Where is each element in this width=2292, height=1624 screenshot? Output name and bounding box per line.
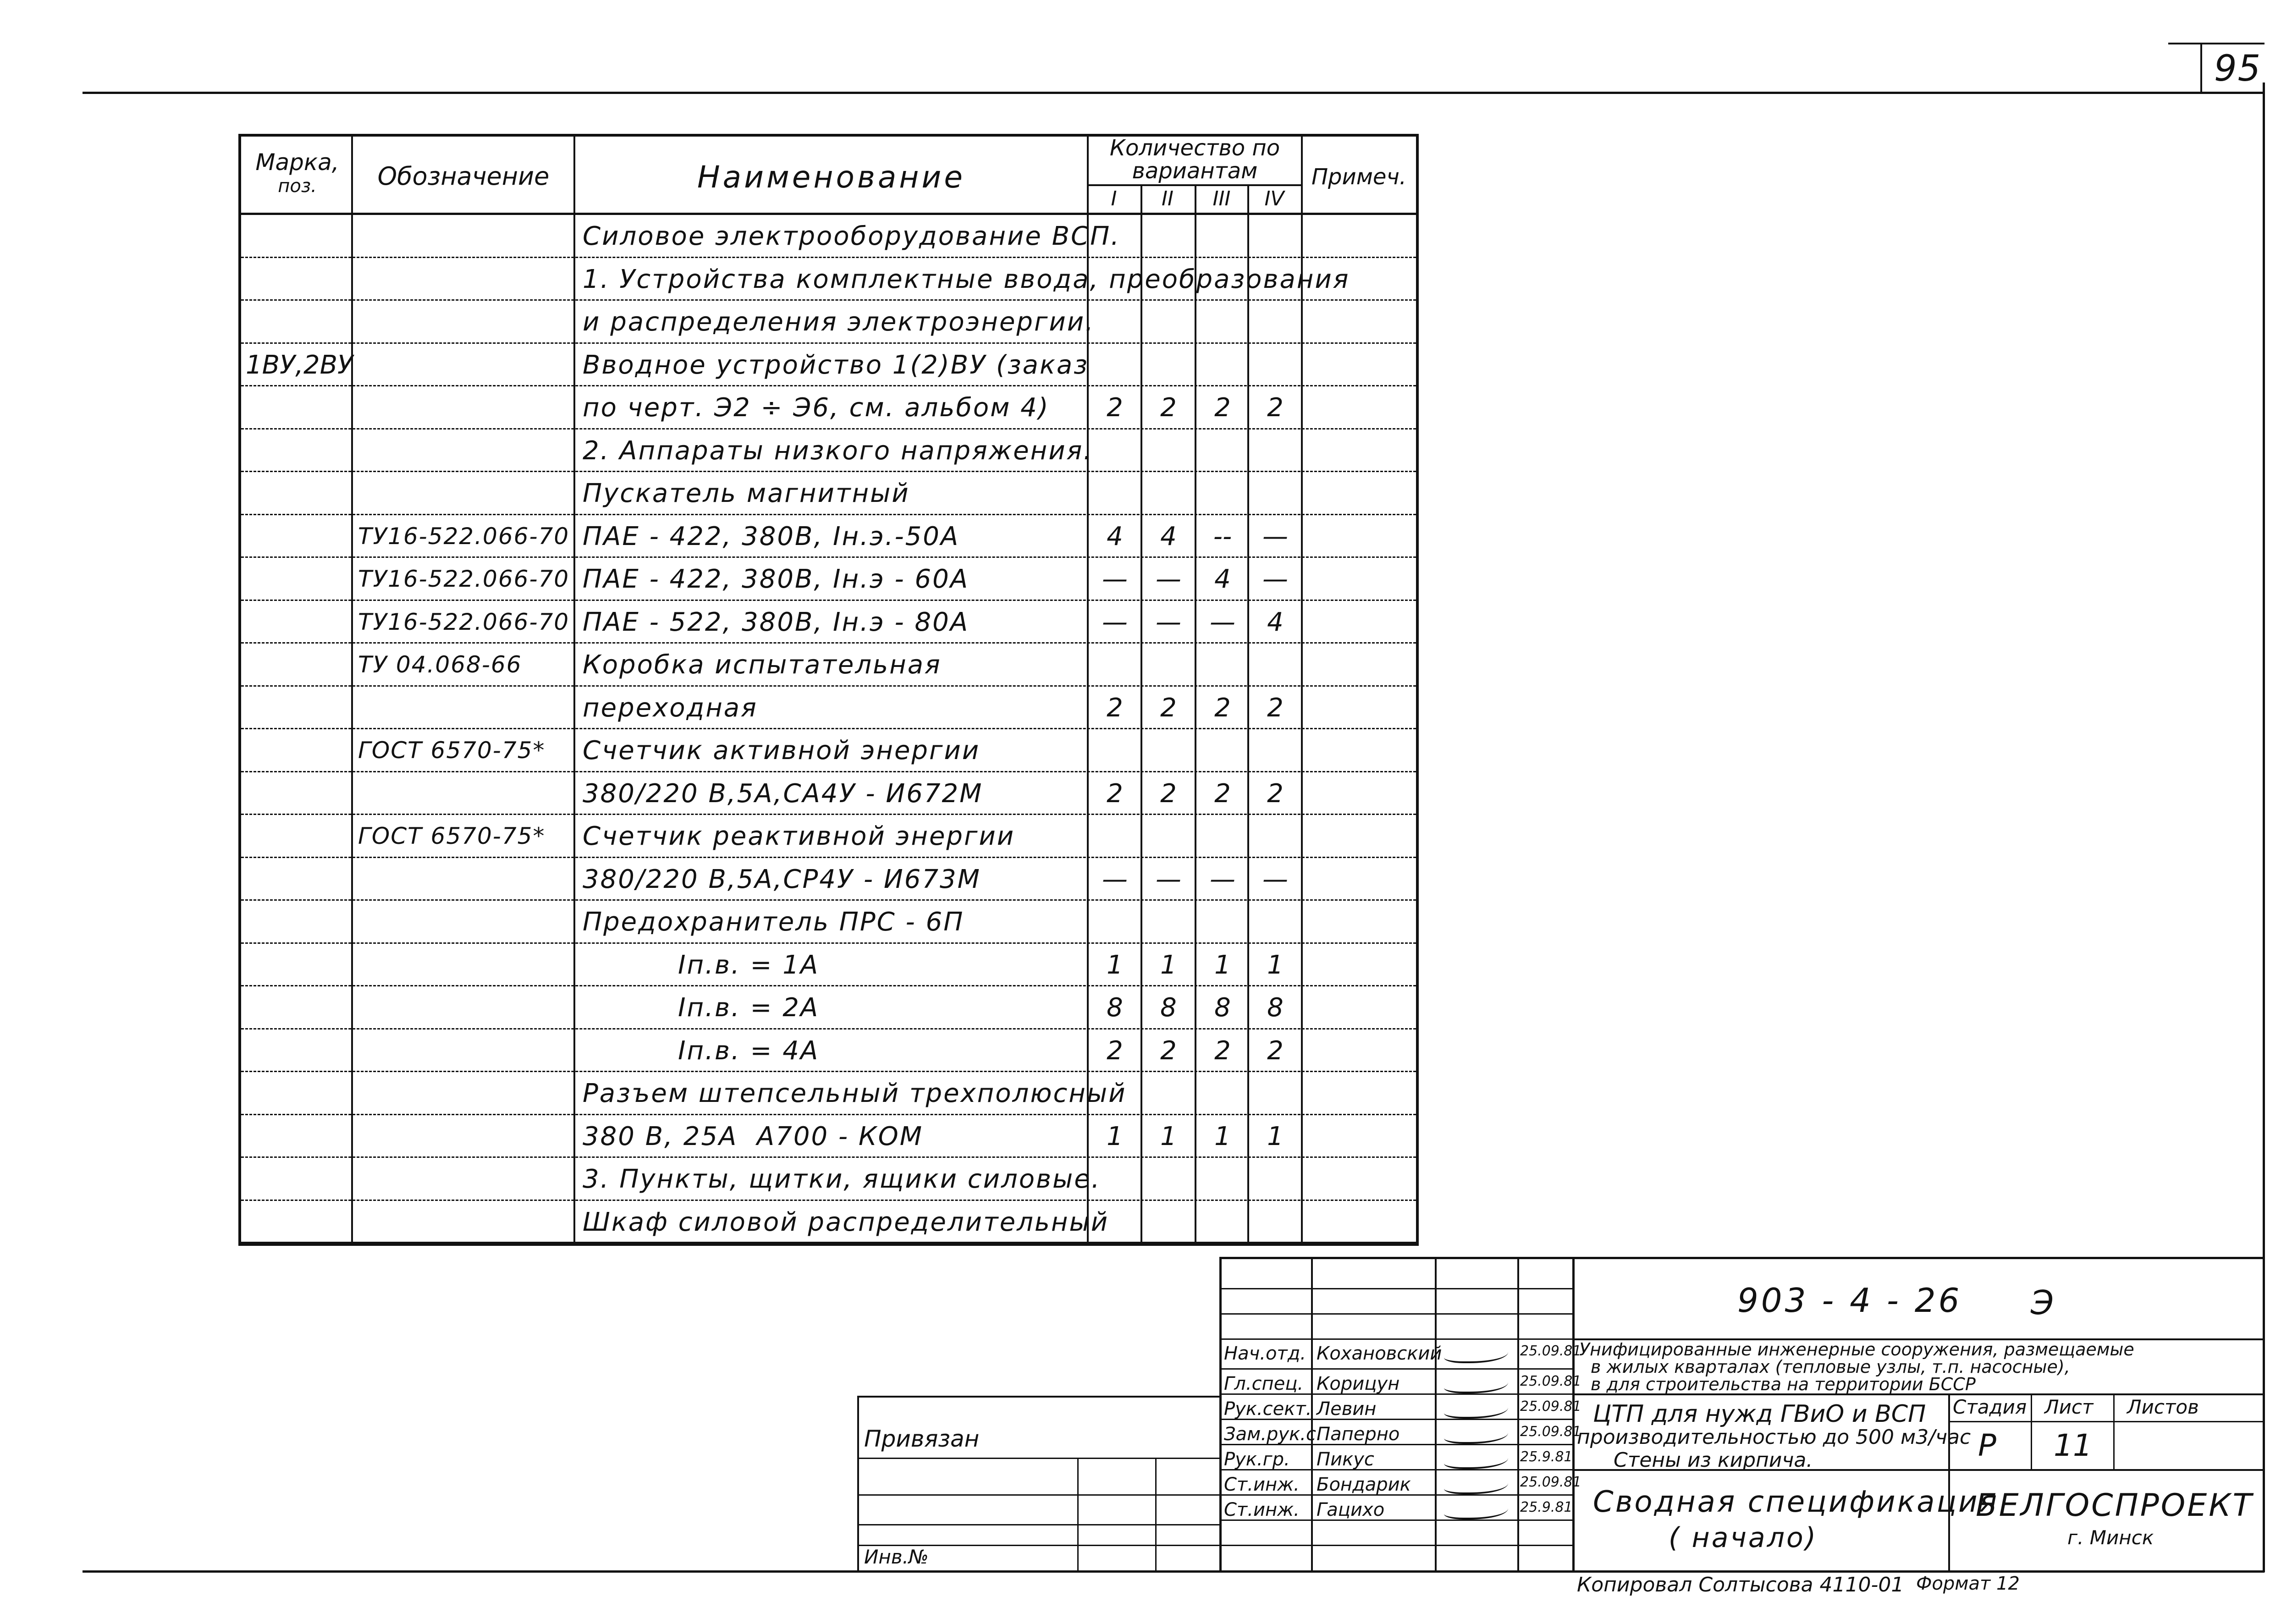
header-quantity: [1088, 137, 1301, 182]
row-qty-4: [1250, 258, 1301, 301]
row-qty-4: [1250, 344, 1301, 386]
row-qty-1: 1: [1107, 950, 1123, 980]
doc-code: 903 - 4 - 26: [1737, 1281, 1962, 1320]
row-qty-4: —: [1262, 864, 1288, 894]
row-qty-3: 4: [1214, 564, 1231, 594]
row-qty-2: [1143, 729, 1194, 772]
row-qty-4: [1250, 1072, 1301, 1115]
row-qty-4: [1250, 215, 1301, 258]
row-name: Счетчик активной энергии: [583, 736, 981, 765]
tb-hline: [1219, 1313, 1572, 1315]
object-title-1: ЦТП для нужд ГВиО и ВСП: [1593, 1400, 1926, 1428]
project-desc-3: в для строительства на территории БССР: [1591, 1374, 1976, 1394]
row-name: 380 В, 25А А700 - КОМ: [583, 1121, 924, 1151]
row-name: Шкаф силовой распределительный: [583, 1207, 1109, 1237]
row-qty-4: —: [1262, 564, 1288, 594]
row-qty-4: [1250, 472, 1301, 515]
header-variant-3: III: [1212, 187, 1231, 210]
row-name: 2. Аппараты низкого напряжения.: [583, 435, 1093, 466]
row-qty-4: 8: [1267, 993, 1284, 1023]
row-qty-1: 2: [1107, 1035, 1123, 1066]
table-row: [241, 858, 1416, 901]
row-qty-2: [1143, 1201, 1194, 1244]
sheet-label: Лист: [2044, 1396, 2094, 1418]
row-qty-2: 8: [1160, 993, 1177, 1023]
sheets-label: Листов: [2127, 1396, 2199, 1418]
row-name: 1. Устройства комплектные ввода, преобразования: [583, 264, 1350, 294]
signer-name: Пикус: [1317, 1449, 1374, 1470]
tb-sheet-sep: [2113, 1393, 2115, 1469]
privyazan-label: Привязан: [864, 1426, 980, 1452]
row-qty-3: [1197, 344, 1248, 386]
signer-date: 25.09.81: [1520, 1398, 1581, 1415]
row-qty-3: --: [1213, 521, 1232, 551]
row-qty-4: 2: [1267, 1035, 1284, 1066]
copied-by: Копировал Солтысова 4110-01: [1577, 1573, 1904, 1596]
priv-h: [857, 1524, 1222, 1525]
row-qty-3: 2: [1214, 393, 1231, 423]
sheet-title-2: ( начало): [1669, 1522, 1818, 1554]
tb-hline: [1219, 1545, 1572, 1546]
row-qty-3: [1197, 901, 1248, 943]
signer-role: Гл.спец.: [1224, 1373, 1304, 1394]
organization-city: г. Минск: [2067, 1526, 2154, 1549]
row-qty-4: [1250, 429, 1301, 472]
specification-table: [238, 134, 1419, 1246]
row-qty-2: 2: [1160, 778, 1177, 809]
row-name: ПАЕ - 522, 380В, Iн.э - 80А: [583, 607, 970, 637]
signer-role: Зам.рук.с.: [1224, 1424, 1322, 1445]
table-row: [241, 515, 1416, 558]
row-designation: ГОСТ 6570-75*: [358, 737, 545, 764]
table-row: [241, 601, 1416, 644]
row-qty-2: [1143, 1158, 1194, 1200]
row-name: Силовое электрооборудование ВСП.: [583, 221, 1121, 251]
row-qty-3: [1197, 644, 1248, 686]
row-name: Пускатель магнитный: [583, 479, 910, 508]
header-designation: Обозначение: [377, 162, 550, 191]
row-name: ПАЕ - 422, 380В, Iн.э.-50А: [583, 521, 960, 551]
row-qty-2: [1143, 644, 1194, 686]
row-name: 380/220 В,5А,СА4У - И672М: [583, 778, 983, 809]
header-variant-4: IV: [1264, 187, 1284, 210]
row-qty-3: [1197, 472, 1248, 515]
row-qty-3: —: [1210, 864, 1235, 894]
signer-name: Паперно: [1317, 1424, 1400, 1445]
row-qty-2: [1143, 258, 1194, 301]
signature-scribble: [1444, 1400, 1508, 1419]
row-qty-1: 2: [1107, 393, 1123, 423]
top-border: [83, 92, 2264, 94]
row-designation: ТУ16-522.066-70: [358, 608, 570, 635]
page-number: 95: [2214, 48, 2262, 89]
page-number-box-top: [2168, 43, 2264, 44]
signer-name: Гацихо: [1317, 1499, 1385, 1520]
signer-role: Ст.инж.: [1224, 1474, 1300, 1495]
header-note: Примеч.: [1311, 164, 1407, 190]
row-qty-1: [1089, 429, 1140, 472]
row-name: и распределения электроэнергии.: [583, 307, 1095, 337]
row-qty-1: 4: [1107, 521, 1123, 551]
table-row: [241, 687, 1416, 730]
tb-org-col: [1948, 1469, 1950, 1572]
row-qty-3: 2: [1214, 1035, 1231, 1066]
row-designation: ТУ 04.068-66: [358, 651, 522, 678]
row-qty-3: 8: [1214, 993, 1231, 1023]
signer-date: 25.9.81: [1520, 1499, 1573, 1515]
row-qty-3: [1197, 1072, 1248, 1115]
row-qty-2: [1143, 215, 1194, 258]
signer-date: 25.09.81: [1520, 1474, 1581, 1490]
row-name: 3. Пункты, щитки, ящики силовые.: [583, 1164, 1101, 1194]
row-qty-2: [1143, 301, 1194, 343]
row-qty-1: —: [1102, 564, 1128, 594]
table-row: [241, 1201, 1416, 1244]
sheet-value: 11: [2054, 1428, 2092, 1463]
quantity-sub-line: [1087, 184, 1302, 186]
row-qty-1: [1089, 472, 1140, 515]
row-qty-1: 2: [1107, 778, 1123, 809]
row-qty-3: [1197, 815, 1248, 858]
row-qty-4: 2: [1267, 693, 1284, 723]
project-desc-1: Унифицированные инженерные сооружения, размещаемые: [1579, 1339, 2134, 1360]
row-qty-4: [1250, 644, 1301, 686]
row-qty-4: —: [1262, 521, 1288, 551]
table-row: [241, 429, 1416, 473]
table-row: [241, 1072, 1416, 1115]
row-qty-4: 1: [1267, 950, 1284, 980]
bottom-border: [83, 1570, 2264, 1573]
row-qty-1: [1089, 1158, 1140, 1200]
row-qty-1: 8: [1107, 993, 1123, 1023]
row-qty-3: [1197, 301, 1248, 343]
row-qty-2: [1143, 472, 1194, 515]
row-qty-1: —: [1102, 864, 1128, 894]
row-name: Вводное устройство 1(2)ВУ (заказ: [583, 350, 1089, 380]
row-qty-1: [1089, 815, 1140, 858]
header-name: Наименование: [697, 160, 965, 195]
signer-date: 25.09.81: [1520, 1424, 1581, 1440]
row-name: Счетчик реактивной энергии: [583, 821, 1015, 851]
row-name: переходная: [583, 693, 758, 723]
tb-stage-sep: [2031, 1393, 2032, 1469]
sheet-title-1: Сводная спецификация: [1593, 1485, 1999, 1519]
row-qty-3: [1197, 1158, 1248, 1200]
signer-name: Левин: [1317, 1398, 1377, 1420]
row-qty-4: [1250, 729, 1301, 772]
row-qty-1: [1089, 215, 1140, 258]
row-qty-2: 2: [1160, 693, 1177, 723]
tb-rline: [1948, 1421, 2264, 1422]
row-name: ПАЕ - 422, 380В, Iн.э - 60А: [583, 564, 970, 594]
header-variant-2: II: [1162, 187, 1174, 210]
signer-role: Ст.инж.: [1224, 1499, 1300, 1520]
table-row: [241, 215, 1416, 258]
priv-h: [857, 1458, 1222, 1459]
row-qty-3: [1197, 215, 1248, 258]
row-qty-4: [1250, 901, 1301, 943]
row-qty-3: 1: [1214, 1121, 1231, 1151]
table-row: [241, 301, 1416, 344]
row-qty-1: 1: [1107, 1121, 1123, 1151]
signer-name: Бондарик: [1317, 1474, 1411, 1495]
table-row: [241, 558, 1416, 601]
row-name: Iп.в. = 2А: [583, 993, 820, 1023]
row-qty-3: [1197, 429, 1248, 472]
table-row: [241, 901, 1416, 944]
table-row: [241, 815, 1416, 858]
signature-scribble: [1444, 1345, 1508, 1363]
row-qty-3: 1: [1214, 950, 1231, 980]
tb-hline: [1219, 1368, 1572, 1370]
row-qty-1: —: [1102, 607, 1128, 637]
row-designation: ТУ16-522.066-70: [358, 566, 570, 592]
header-mark: [246, 150, 349, 198]
row-qty-1: 2: [1107, 693, 1123, 723]
header-mark-line2: поз.: [278, 176, 317, 197]
signature-scribble: [1444, 1451, 1508, 1469]
row-separator: [241, 1242, 1416, 1244]
table-row: [241, 344, 1416, 387]
row-qty-1: [1089, 729, 1140, 772]
row-name: 380/220 В,5А,СР4У - И673М: [583, 864, 981, 894]
row-qty-2: 2: [1160, 1035, 1177, 1066]
tb-hline: [1219, 1338, 1572, 1340]
row-name: Разъем штепсельный трехполюсный: [583, 1079, 1127, 1108]
tb-main-col: [1572, 1257, 1575, 1572]
row-qty-2: [1143, 901, 1194, 943]
table-row: [241, 729, 1416, 772]
row-qty-3: 2: [1214, 778, 1231, 809]
signature-scribble: [1444, 1476, 1508, 1494]
signature-scribble: [1444, 1375, 1508, 1393]
table-row: [241, 644, 1416, 687]
signature-scribble: [1444, 1426, 1508, 1444]
row-qty-2: [1143, 344, 1194, 386]
row-qty-3: [1197, 729, 1248, 772]
right-border: [2263, 83, 2265, 1572]
tb-top: [1219, 1257, 2264, 1259]
row-qty-1: [1089, 301, 1140, 343]
row-qty-1: [1089, 901, 1140, 943]
object-title-3: Стены из кирпича.: [1614, 1448, 1813, 1472]
row-qty-2: 1: [1160, 950, 1177, 980]
row-qty-1: [1089, 1201, 1140, 1244]
row-qty-2: —: [1156, 564, 1181, 594]
priv-v: [1077, 1458, 1079, 1572]
signer-date: 25.09.81: [1520, 1343, 1581, 1359]
priv-top: [857, 1396, 1222, 1398]
tb-date-col: [1517, 1257, 1519, 1572]
priv-h: [857, 1494, 1222, 1496]
signature-scribble: [1444, 1501, 1508, 1519]
object-title-2: производительностью до 500 м3/час: [1577, 1426, 1971, 1449]
signer-name: Корицун: [1317, 1373, 1400, 1394]
signer-role: Нач.отд.: [1224, 1343, 1306, 1364]
stage-value: Р: [1978, 1428, 1996, 1463]
row-qty-4: 2: [1267, 393, 1284, 423]
signer-role: Рук.сект.: [1224, 1398, 1312, 1420]
row-qty-4: 2: [1267, 778, 1284, 809]
row-qty-3: 2: [1214, 693, 1231, 723]
row-designation: ТУ16-522.066-70: [358, 523, 570, 550]
row-qty-2: [1143, 1072, 1194, 1115]
signer-name: Кохановский: [1317, 1343, 1442, 1364]
signer-role: Рук.гр.: [1224, 1449, 1290, 1470]
table-row: [241, 772, 1416, 815]
row-qty-2: —: [1156, 607, 1181, 637]
row-qty-3: [1197, 258, 1248, 301]
priv-v: [1155, 1458, 1157, 1572]
row-qty-3: —: [1210, 607, 1235, 637]
row-qty-1: [1089, 644, 1140, 686]
row-name: Коробка испытательная: [583, 650, 942, 680]
table-row: [241, 386, 1416, 429]
section-code: Э: [2031, 1283, 2054, 1322]
tb-hline: [1219, 1288, 1572, 1289]
project-desc-2: в жилых кварталах (тепловые узлы, т.п. насосные),: [1591, 1357, 2070, 1377]
inv-no-label: Инв.№: [864, 1546, 929, 1568]
row-qty-1: [1089, 258, 1140, 301]
signer-date: 25.9.81: [1520, 1449, 1573, 1465]
row-mark: 1ВУ,2ВУ: [246, 350, 353, 380]
row-qty-4: 1: [1267, 1121, 1284, 1151]
table-row: [241, 472, 1416, 515]
organization-name: БЕЛГОСПРОЕКТ: [1976, 1487, 2254, 1524]
table-row: [241, 1029, 1416, 1073]
row-qty-4: [1250, 815, 1301, 858]
row-qty-2: —: [1156, 864, 1181, 894]
signer-date: 25.09.81: [1520, 1373, 1581, 1389]
table-row: [241, 986, 1416, 1029]
row-qty-4: [1250, 1201, 1301, 1244]
header-quantity-line2: вариантам: [1132, 158, 1258, 184]
row-qty-3: [1197, 1201, 1248, 1244]
row-name: по черт. Э2 ÷ Э6, см. альбом 4): [583, 393, 1050, 423]
row-name: Iп.в. = 1А: [583, 950, 820, 980]
row-qty-1: [1089, 344, 1140, 386]
row-qty-4: [1250, 1158, 1301, 1200]
row-designation: ГОСТ 6570-75*: [358, 823, 545, 849]
table-row: [241, 258, 1416, 301]
table-row: [241, 1115, 1416, 1158]
page-number-box-left: [2200, 44, 2202, 93]
row-qty-2: [1143, 429, 1194, 472]
table-row: [241, 944, 1416, 987]
header-mark-line1: Марка,: [255, 149, 339, 176]
tb-sign-col: [1435, 1257, 1437, 1572]
stage-label: Стадия: [1953, 1396, 2027, 1418]
row-qty-2: 1: [1160, 1121, 1177, 1151]
row-qty-2: 4: [1160, 521, 1177, 551]
row-qty-4: 4: [1267, 607, 1284, 637]
row-name: Предохранитель ПРС - 6П: [583, 907, 964, 937]
row-qty-2: [1143, 815, 1194, 858]
row-name: Iп.в. = 4А: [583, 1035, 820, 1066]
row-qty-2: 2: [1160, 393, 1177, 423]
format-label: Формат 12: [1916, 1573, 2020, 1594]
header-variant-1: I: [1111, 187, 1117, 210]
header-quantity-line1: Количество по: [1109, 135, 1280, 161]
row-qty-4: [1250, 301, 1301, 343]
row-qty-1: [1089, 1072, 1140, 1115]
table-row: [241, 1158, 1416, 1201]
